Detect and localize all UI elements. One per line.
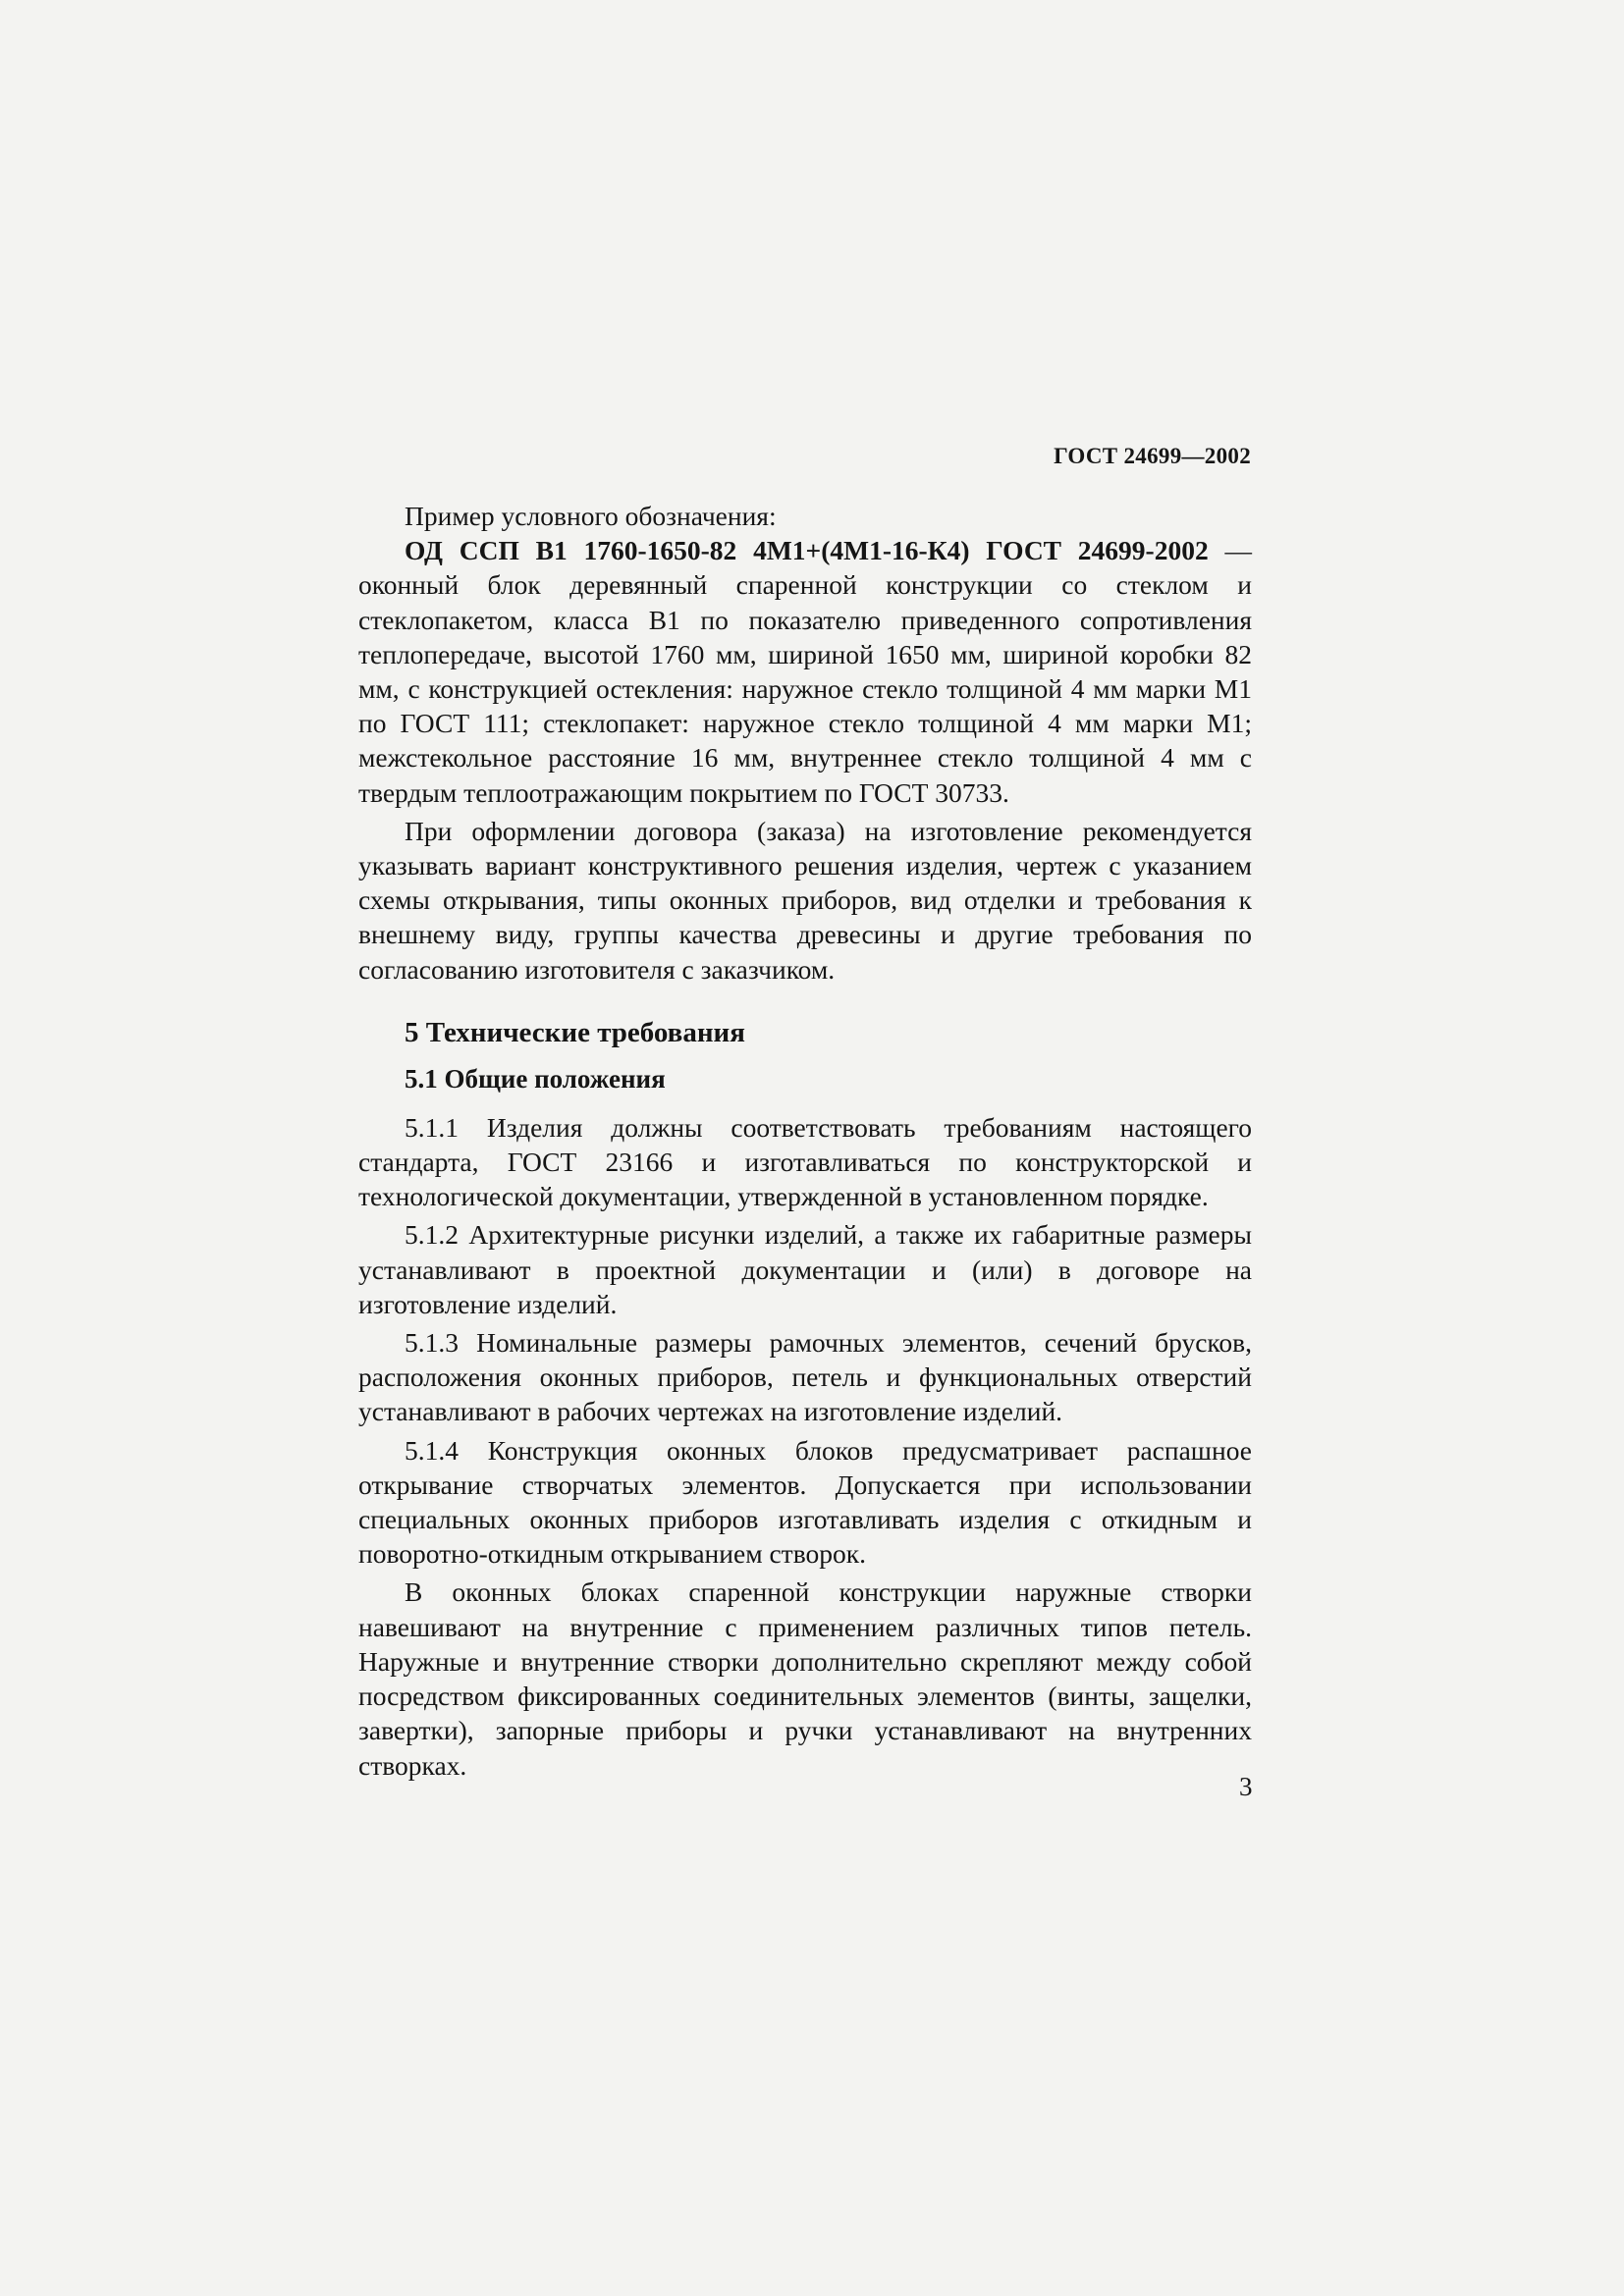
- example-label: Пример условного обозначения:: [405, 501, 777, 531]
- designation-code: ОД ССП В1 1760-1650-82 4М1+(4М1-16-К4) ГОСТ 24699-2002: [405, 535, 1209, 566]
- paragraph-5-1-4: 5.1.4 Конструкция оконных блоков предусматривает распашное открывание створчатых элементов. Допускается при использовании специальных оконных приборов изготавливать изделия с откидным и поворотно-откидным открыванием створок.: [358, 1434, 1252, 1570]
- paragraph-paired-sashes: В оконных блоках спаренной конструкции наружные створки навешивают на внутренние с применением различных типов петель. Наружные и внутренние створки дополнительно скрепляют между собой посредством фиксированных соединительных элементов (винты, защелки, завертки), запорные приборы и ручки устанавливают на внутренних створках.: [358, 1576, 1252, 1781]
- page-content: [358, 499, 1252, 1783]
- page-number: 3: [1239, 1772, 1253, 1801]
- paragraph-5-1-1: 5.1.1 Изделия должны соответствовать требованиям настоящего стандарта, ГОСТ 23166 и изготавливаться по конструкторской и технологической документации, утвержденной в установленном порядке.: [358, 1111, 1252, 1212]
- designation-description: — оконный блок деревянный спаренной конструкции со стеклом и стеклопакетом, класса В1 по показателю приведенного сопротивления теплопередаче, высотой 1760 мм, шириной 1650 мм, шириной коробки 82 мм, с конструкцией остекления: наружное стекло толщиной 4 мм марки М1 по ГОСТ 111; стеклопакет: наружное стекло толщиной 4 мм марки М1; межстекольное расстояние 16 мм, внутреннее стекло толщиной 4 мм с твердым теплоотражающим покрытием по ГОСТ 30733.: [358, 535, 1253, 808]
- standard-header: ГОСТ 24699—2002: [1054, 444, 1251, 468]
- subsection-title: 5.1 Общие положения: [405, 1063, 666, 1094]
- order-paragraph: При оформлении договора (заказа) на изготовление рекомендуется указывать вариант конструктивного решения изделия, чертеж с указанием схемы открывания, типы оконных приборов, вид отделки и требования к внешнему виду, группы качества древесины и другие требования по согласованию изготовителя с заказчиком.: [358, 815, 1252, 985]
- paragraph-5-1-2: 5.1.2 Архитектурные рисунки изделий, а также их габаритные размеры устанавливают в проектной документации и (или) в договоре на изготовление изделий.: [358, 1219, 1252, 1319]
- designation-example: [358, 533, 1252, 810]
- section-title: 5 Технические требования: [405, 1016, 745, 1048]
- paragraph-5-1-3: 5.1.3 Номинальные размеры рамочных элементов, сечений брусков, расположения оконных приборов, петель и функциональных отверстий устанавливают в рабочих чертежах на изготовление изделий.: [358, 1327, 1252, 1427]
